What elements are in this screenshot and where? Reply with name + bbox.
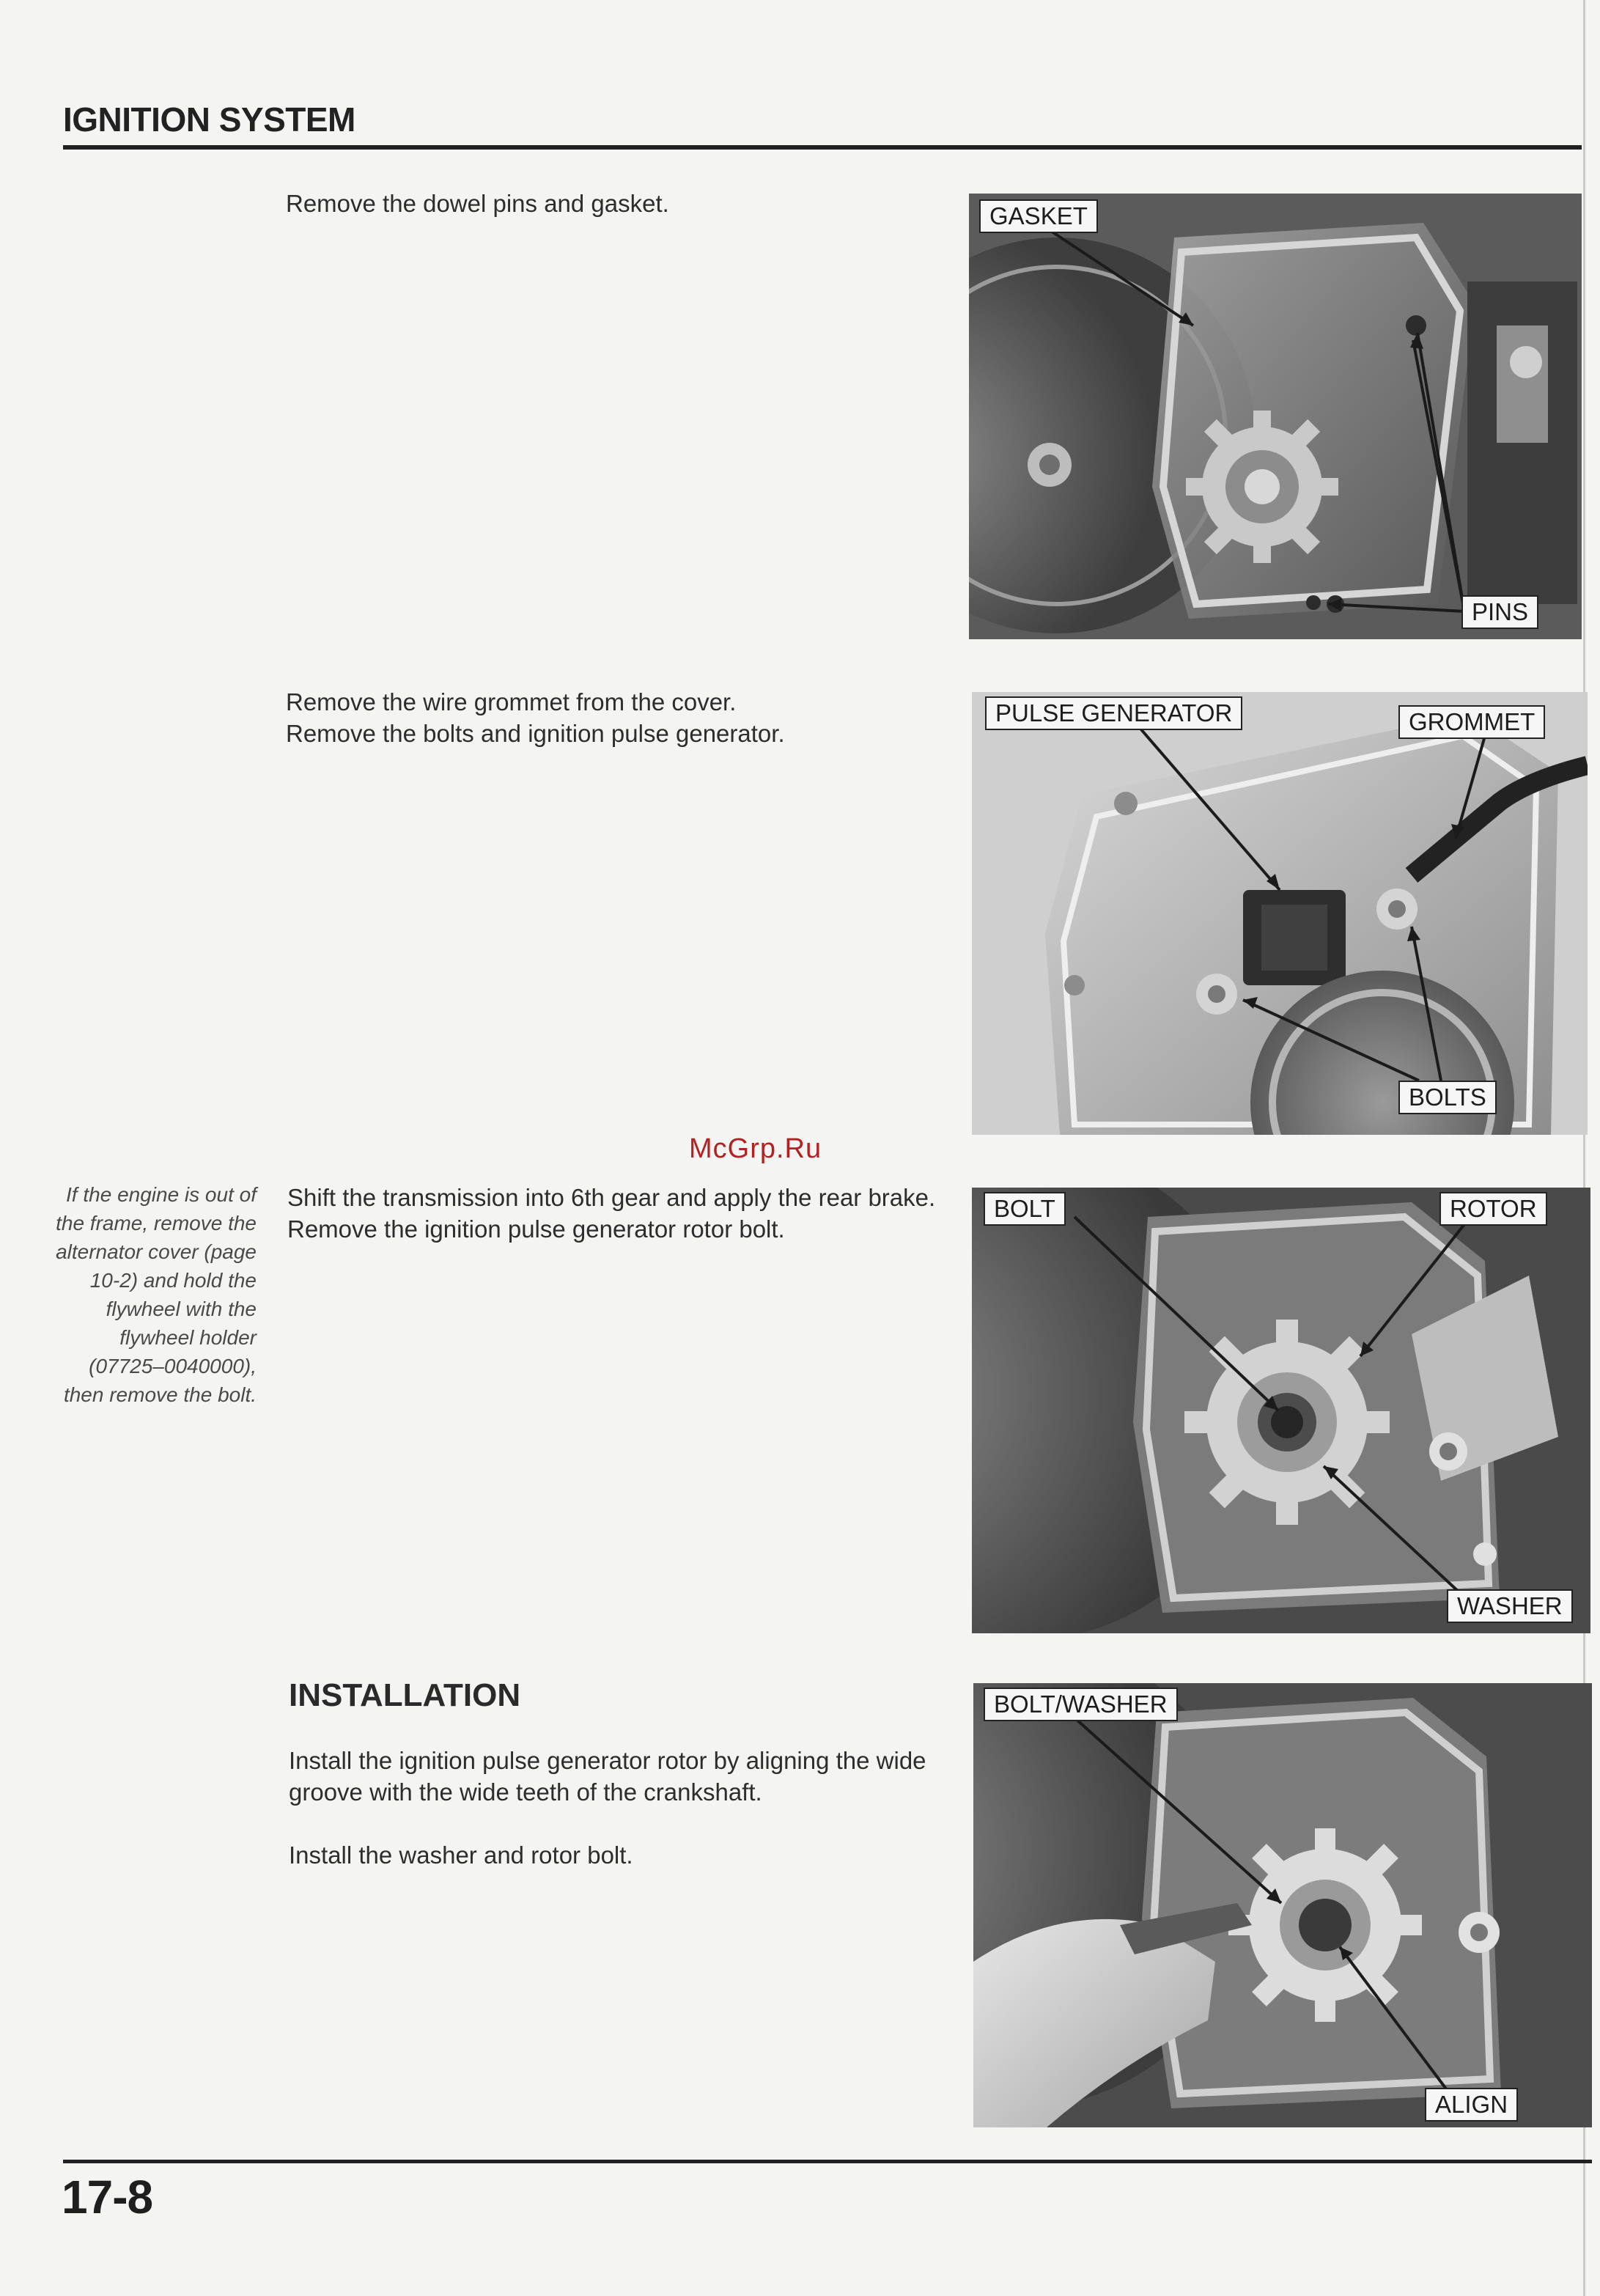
installation-paragraph-2: Install the washer and rotor bolt.	[289, 1841, 633, 1869]
label-washer: WASHER	[1447, 1589, 1573, 1623]
step-1-paragraph: Remove the dowel pins and gasket.	[286, 190, 669, 217]
header-rule	[63, 145, 1582, 150]
step-2-line-1: Remove the wire grommet from the cover.	[286, 688, 737, 715]
footer-rule	[63, 2160, 1592, 2163]
label-gasket: GASKET	[979, 199, 1098, 233]
step-3-line-2: Remove the ignition pulse generator rotor bolt.	[287, 1215, 785, 1243]
label-grommet: GROMMET	[1398, 705, 1545, 739]
label-rotor: ROTOR	[1439, 1192, 1547, 1226]
figure-pulse-generator-photo	[972, 692, 1588, 1135]
step-3-line-1: Shift the transmission into 6th gear and apply the rear brake.	[287, 1184, 936, 1211]
side-note: If the engine is out of the frame, remove the alternator cover (page 10-2) and hold the flywheel with the flywheel holder (07725–0040000), then remove the bolt.	[56, 1183, 257, 1406]
installation-paragraph-1: Install the ignition pulse generator rotor by aligning the wide groove with the wide teeth of the crankshaft.	[289, 1747, 926, 1806]
step-1-text	[286, 188, 931, 219]
figure-rotor-install-photo	[973, 1683, 1592, 2127]
figure-gasket-pins-photo	[969, 194, 1582, 639]
label-bolt-washer: BOLT/WASHER	[984, 1688, 1178, 1721]
watermark: McGrp.Ru	[689, 1133, 822, 1164]
installation-heading: INSTALLATION	[289, 1677, 521, 1713]
step-2-text	[286, 686, 931, 749]
label-align: ALIGN	[1425, 2088, 1518, 2122]
step-2-line-2: Remove the bolts and ignition pulse generator.	[286, 720, 785, 747]
step-3-text	[287, 1182, 947, 1245]
label-bolts: BOLTS	[1398, 1081, 1497, 1114]
label-pins: PINS	[1461, 595, 1538, 629]
figure-rotor-bolt-photo	[972, 1188, 1590, 1633]
label-bolt: BOLT	[984, 1192, 1066, 1226]
label-pulse-generator: PULSE GENERATOR	[985, 696, 1242, 730]
section-title: IGNITION SYSTEM	[63, 100, 355, 139]
page-number: 17-8	[62, 2171, 153, 2223]
installation-text	[289, 1745, 948, 1871]
